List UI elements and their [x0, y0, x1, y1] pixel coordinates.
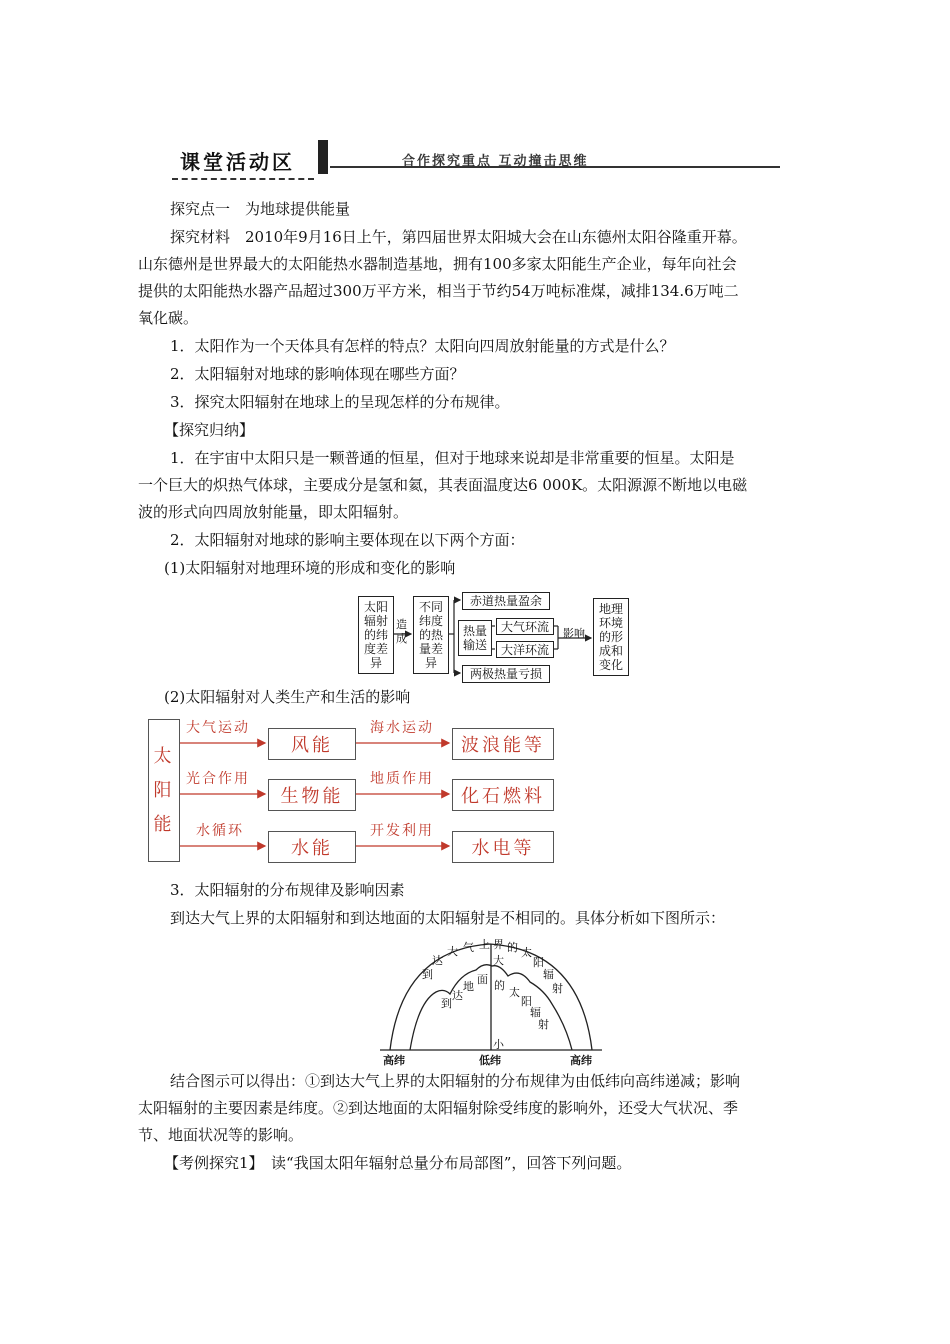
- label-atmospheric-motion: 大气运动: [186, 720, 250, 736]
- curve-char: 大: [447, 945, 458, 958]
- curve-char: 射: [552, 982, 563, 995]
- box-text: 量差: [418, 642, 443, 656]
- box-text: 阳: [153, 779, 175, 801]
- label-sea-motion: 海水运动: [370, 720, 434, 736]
- label-large: 大: [493, 954, 504, 967]
- curve-char: 太: [509, 986, 520, 999]
- label-development: 开发利用: [370, 823, 434, 839]
- box-text: 热量: [462, 624, 487, 638]
- material-line: 山东德州是世界最大的太阳能热水器制造基地，拥有100多家太阳能生产企业，每年向社会: [138, 255, 737, 273]
- summary-point-3-desc: 到达大气上界的太阳辐射和到达地面的太阳辐射是不相同的。具体分析如下图所示：: [170, 909, 726, 927]
- curve-char: 的: [507, 941, 518, 954]
- label-high-latitude-left: 高纬: [383, 1054, 405, 1067]
- section-heading: 探究点一 为地球提供能量: [170, 200, 351, 218]
- summary-line: 1．在宇宙中太阳只是一颗普通的恒星，但对于地球来说却是非常重要的恒星。太阳是: [170, 449, 735, 467]
- box-text: 的热: [418, 628, 443, 642]
- box-text: 纬度: [418, 614, 443, 628]
- arrow-text: 成: [396, 632, 407, 645]
- question: 2．太阳辐射对地球的影响体现在哪些方面？: [170, 365, 465, 383]
- box-text: 环境: [598, 616, 623, 630]
- box-polar-deficit: 两极热量亏损: [462, 665, 550, 683]
- box-text: 变化: [598, 658, 623, 672]
- curve-char: 到: [441, 997, 452, 1010]
- box-text: 异: [424, 656, 437, 670]
- curve-char: 到: [422, 968, 433, 981]
- label-water-cycle: 水循环: [196, 823, 244, 839]
- conclusion-line: 太阳辐射的主要因素是纬度。②到达地面的太阳辐射除受纬度的影响外，还受大气状况、季: [138, 1099, 739, 1117]
- label-photosynthesis: 光合作用: [186, 771, 250, 787]
- label-small: 小: [493, 1038, 504, 1051]
- material-line: 提供的太阳能热水器产品超过300万平方米，相当于节约54万吨标准煤，减排134.6万吨二: [138, 282, 739, 300]
- curve-char: 辐: [530, 1006, 541, 1019]
- subheading-1: (1)太阳辐射对地理环境的形成和变化的影响: [164, 559, 456, 577]
- curve-char: 界: [493, 938, 504, 951]
- box-atmospheric-circulation: 大气环流: [496, 618, 554, 635]
- banner-title: 课堂活动区: [180, 150, 295, 174]
- arrow-label-influence: 影响: [563, 627, 585, 640]
- label-low-latitude: 低纬: [479, 1054, 501, 1067]
- label-high-latitude-right: 高纬: [570, 1054, 592, 1067]
- material-line: 氧化碳。: [138, 309, 199, 327]
- subheading-2: (2)太阳辐射对人类生产和生活的影响: [164, 688, 411, 706]
- curve-char: 气: [463, 941, 474, 954]
- arrow-text: 造: [396, 618, 407, 631]
- box-text: 的纬: [363, 628, 388, 642]
- box-text: 能: [153, 813, 175, 835]
- box-text: 不同: [418, 600, 443, 614]
- box-equator-surplus: 赤道热量盈余: [462, 592, 550, 610]
- box-water-energy: 水能: [268, 831, 356, 863]
- box-text: 成和: [598, 644, 623, 658]
- question: 3．探究太阳辐射在地球上的呈现怎样的分布规律。: [170, 393, 510, 411]
- label-geological-action: 地质作用: [370, 771, 434, 787]
- curve-char: 阳: [533, 956, 544, 969]
- box-text: 太阳: [363, 600, 388, 614]
- box-hydro-power: 水电等: [452, 831, 554, 863]
- box-text: 异: [369, 656, 382, 670]
- box-text: 地理: [598, 602, 623, 616]
- summary-point-3: 3．太阳辐射的分布规律及影响因素: [170, 881, 405, 899]
- curve-char: 达: [432, 954, 443, 967]
- box-wave-energy: 波浪能等: [452, 728, 554, 760]
- curve-char: 的: [494, 979, 505, 992]
- box-ocean-circulation: 大洋环流: [496, 641, 554, 658]
- curve-char: 达: [452, 989, 463, 1002]
- example-question: 【考例探究1】 读“我国太阳年辐射总量分布局部图”，回答下列问题。: [164, 1154, 632, 1172]
- box-text: 辐射: [363, 614, 388, 628]
- box-fossil-fuel: 化石燃料: [452, 779, 554, 811]
- curve-char: 阳: [521, 995, 532, 1008]
- conclusion-line: 结合图示可以得出：①到达大气上界的太阳辐射的分布规律为由低纬向高纬递减；影响: [170, 1072, 741, 1090]
- question: 1．太阳作为一个天体具有怎样的特点？太阳向四周放射能量的方式是什么？: [170, 337, 675, 355]
- summary-line: 波的形式向四周放射能量，即太阳辐射。: [138, 503, 409, 521]
- conclusion-line: 节、地面状况等的影响。: [138, 1126, 304, 1144]
- box-text: 度差: [363, 642, 388, 656]
- box-text: 输送: [462, 638, 487, 652]
- summary-label: 【探究归纳】: [164, 421, 255, 439]
- curve-char: 射: [538, 1018, 549, 1031]
- curve-char: 地: [463, 980, 474, 993]
- curve-char: 上: [479, 938, 490, 951]
- box-text: 的形: [598, 630, 623, 644]
- box-wind-energy: 风能: [268, 728, 356, 760]
- summary-line: 一个巨大的炽热气体球，主要成分是氢和氦，其表面温度达6 000K。太阳源源不断地以电磁: [138, 476, 748, 494]
- banner-subtitle: 合作探究重点 互动撞击思维: [402, 154, 589, 169]
- curve-char: 辐: [543, 968, 554, 981]
- flow2-arrows: [0, 700, 950, 880]
- box-bio-energy: 生物能: [268, 779, 356, 811]
- curve-char: 面: [477, 973, 488, 986]
- curve-char: 太: [521, 946, 532, 959]
- box-text: 太: [153, 745, 175, 767]
- summary-point-2: 2．太阳辐射对地球的影响主要体现在以下两个方面：: [170, 531, 525, 549]
- material-line: 探究材料 2010年9月16日上午，第四届世界太阳城大会在山东德州太阳谷隆重开幕。: [170, 228, 747, 246]
